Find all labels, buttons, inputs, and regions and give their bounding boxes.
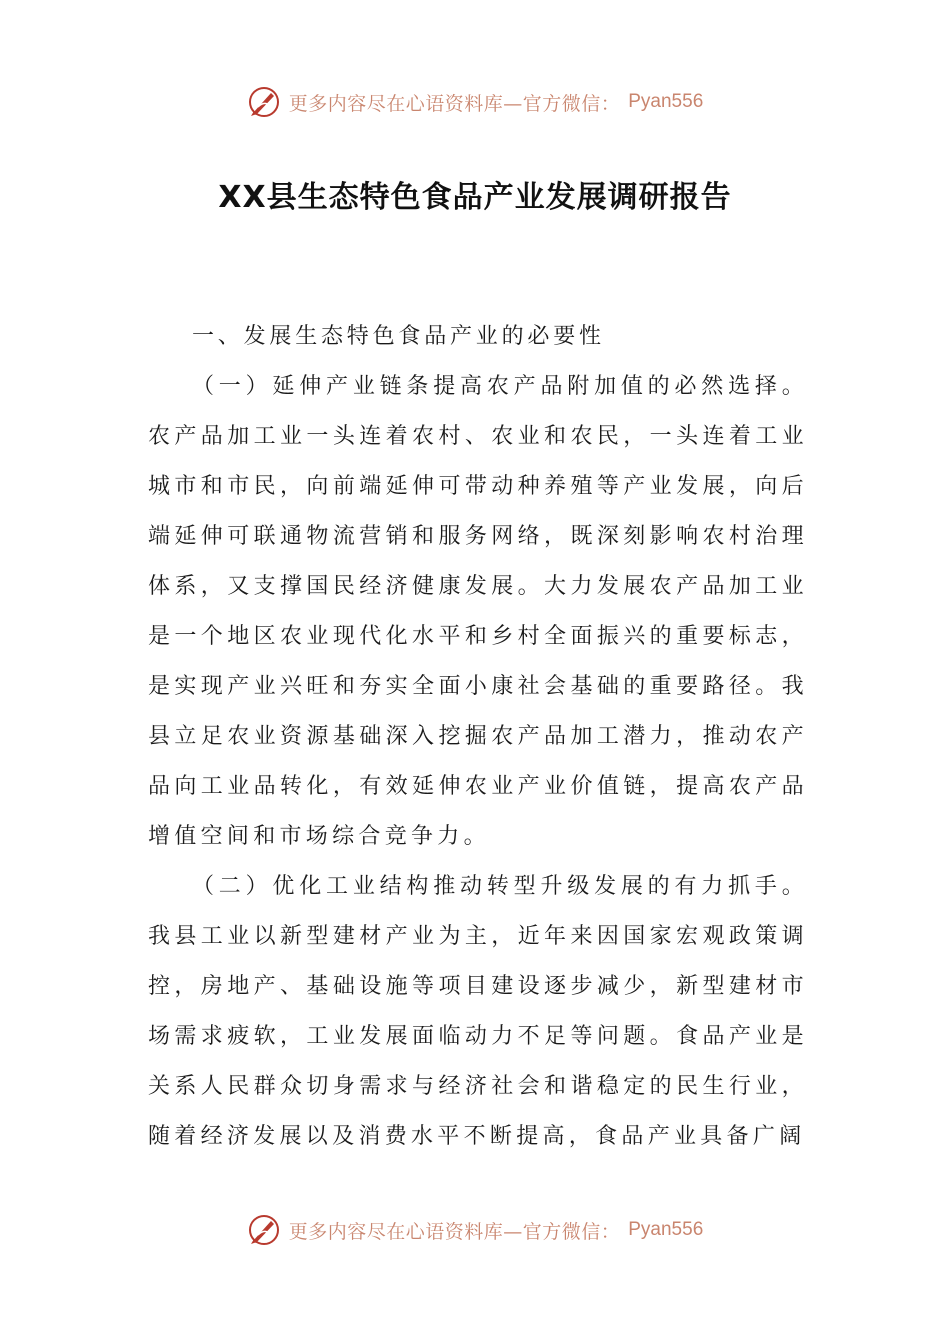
banner-text: 更多内容尽在心语资料库—官方微信： [288, 92, 621, 115]
document-body [148, 312, 808, 1162]
header-banner [0, 82, 950, 122]
body-paragraph: （二）优化工业结构推动转型升级发展的有力抓手。我县工业以新型建材产业为主，近年来因国家宏观政策调控，房地产、基础设施等项目建设逐步减少，新型建材市场需求疲软，工业发展面临动力不足等问题。食品产业是关系人民群众切身需求与经济社会和谐稳定的民生行业，随着经济发展以及消费水平不断提高，食品产业具备广阔 [148, 874, 808, 1149]
banner-wechat-id: Pyan556 [628, 91, 704, 112]
pen-logo-icon [247, 1213, 281, 1247]
pen-logo-icon [247, 85, 281, 119]
banner-wechat-id: Pyan556 [628, 1219, 704, 1240]
document-title: XX县生态特色食品产业发展调研报告 [218, 180, 732, 215]
body-paragraph: （一）延伸产业链条提高农产品附加值的必然选择。农产品加工业一头连着农村、农业和农民，一头连着工业城市和市民，向前端延伸可带动种养殖等产业发展，向后端延伸可联通物流营销和服务网络，既深刻影响农村治理体系，又支撑国民经济健康发展。大力发展农产品加工业是一个地区农业现代化水平和乡村全面振兴的重要标志，是实现产业兴旺和夯实全面小康社会基础的重要路径。我县立足农业资源基础深入挖掘农产品加工潜力，推动农产品向工业品转化，有效延伸农业产业价值链，提高农产品增值空间和市场综合竞争力。 [148, 374, 808, 849]
banner-text: 更多内容尽在心语资料库—官方微信： [288, 1220, 621, 1243]
section-heading: 一、发展生态特色食品产业的必要性 [192, 324, 605, 349]
footer-banner [0, 1210, 950, 1250]
